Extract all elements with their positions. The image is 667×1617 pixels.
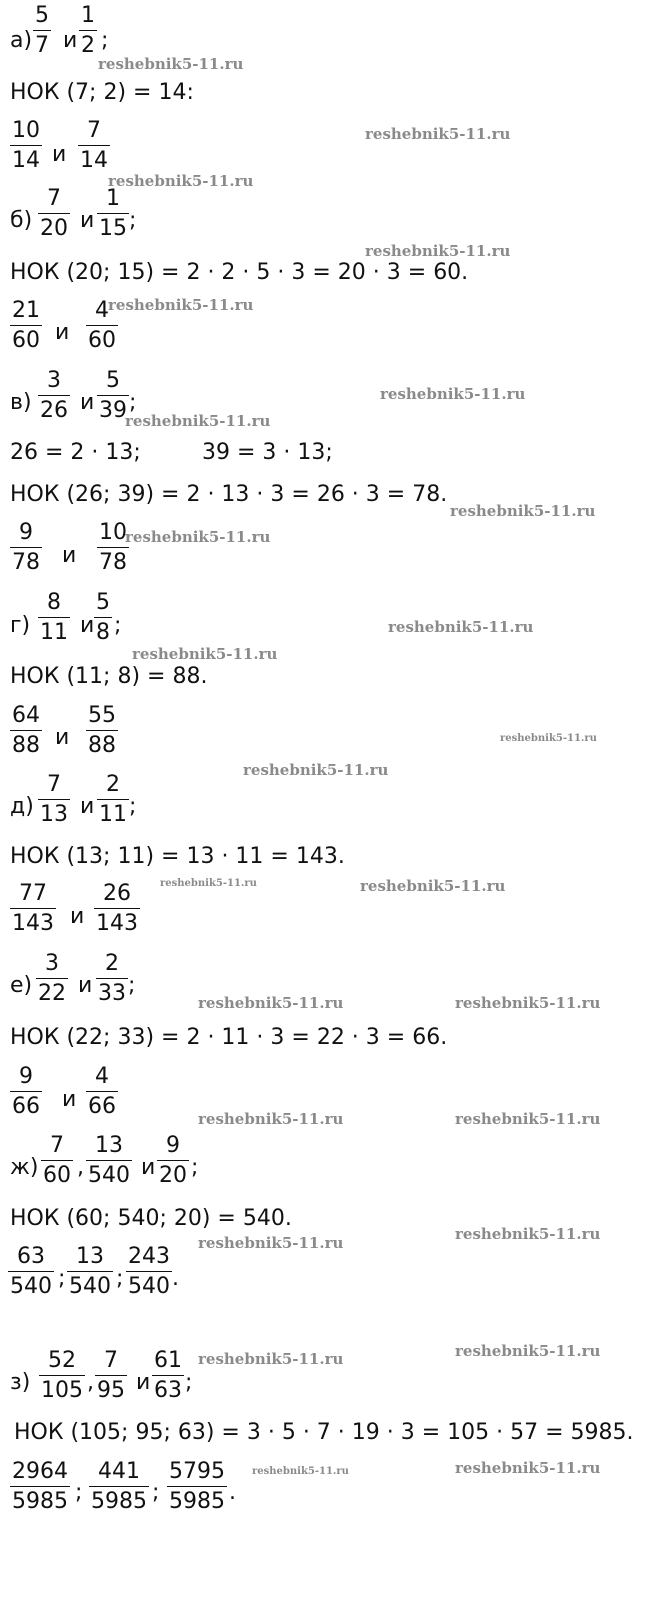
fraction: 13 540 bbox=[69, 1244, 111, 1299]
watermark: reshebnik5-11.ru bbox=[108, 296, 254, 314]
part-a-label: а) bbox=[10, 28, 33, 53]
fraction: 26 143 bbox=[96, 881, 138, 936]
fraction: 21 60 bbox=[12, 298, 40, 353]
separator: ; bbox=[116, 1266, 124, 1291]
fraction: 7 60 bbox=[43, 1133, 71, 1188]
fraction: 2964 5985 bbox=[12, 1459, 68, 1514]
watermark: reshebnik5-11.ru bbox=[455, 1110, 601, 1128]
fraction: 7 13 bbox=[40, 772, 68, 827]
semicolon: ; bbox=[129, 208, 137, 233]
part-zh-label: ж) bbox=[10, 1155, 39, 1180]
fraction: 55 88 bbox=[88, 703, 116, 758]
part-g-label: г) bbox=[10, 613, 31, 638]
semicolon: ; bbox=[191, 1155, 199, 1180]
nok-line: НОК (105; 95; 63) = 3 · 5 · 7 · 19 · 3 = 105 · 57 = 5985. bbox=[14, 1420, 634, 1445]
fraction: 9 20 bbox=[159, 1133, 187, 1188]
conjunction: и bbox=[80, 390, 95, 415]
conjunction: и bbox=[80, 613, 95, 638]
fraction: 3 22 bbox=[38, 951, 66, 1006]
part-v-label: в) bbox=[10, 390, 32, 415]
conjunction: и bbox=[70, 904, 85, 929]
watermark: reshebnik5-11.ru bbox=[108, 172, 254, 190]
part-z-label: з) bbox=[10, 1370, 31, 1395]
separator: ; bbox=[75, 1480, 83, 1505]
watermark: reshebnik5-11.ru bbox=[98, 55, 244, 73]
separator: ; bbox=[58, 1266, 66, 1291]
semicolon: ; bbox=[114, 613, 122, 638]
fraction: 4 60 bbox=[88, 298, 116, 353]
conjunction: и bbox=[63, 28, 78, 53]
conjunction: и bbox=[78, 973, 93, 998]
part-b-label: б) bbox=[10, 208, 33, 233]
conjunction: и bbox=[55, 320, 70, 345]
fraction: 77 143 bbox=[12, 881, 54, 936]
watermark: reshebnik5-11.ru bbox=[252, 1466, 349, 1477]
watermark: reshebnik5-11.ru bbox=[388, 618, 534, 636]
comma: , bbox=[87, 1370, 94, 1395]
comma: , bbox=[77, 1155, 84, 1180]
conjunction: и bbox=[52, 142, 67, 167]
watermark: reshebnik5-11.ru bbox=[198, 1110, 344, 1128]
factor-line: 26 = 2 · 13; bbox=[10, 440, 141, 465]
nok-line: НОК (20; 15) = 2 · 2 · 5 · 3 = 20 · 3 = 60. bbox=[10, 260, 469, 285]
fraction: 5 39 bbox=[99, 368, 127, 423]
semicolon: ; bbox=[128, 973, 136, 998]
fraction: 10 78 bbox=[99, 520, 127, 575]
fraction: 7 14 bbox=[80, 118, 108, 173]
fraction: 7 95 bbox=[97, 1348, 125, 1403]
watermark: reshebnik5-11.ru bbox=[198, 1234, 344, 1252]
fraction: 2 11 bbox=[99, 772, 127, 827]
fraction: 8 11 bbox=[40, 590, 68, 645]
semicolon: ; bbox=[129, 794, 137, 819]
nok-line: НОК (13; 11) = 13 · 11 = 143. bbox=[10, 844, 345, 869]
fraction: 5 7 bbox=[35, 3, 49, 58]
nok-line: НОК (26; 39) = 2 · 13 · 3 = 26 · 3 = 78. bbox=[10, 482, 448, 507]
conjunction: и bbox=[55, 725, 70, 750]
conjunction: и bbox=[80, 794, 95, 819]
fraction: 9 78 bbox=[12, 520, 40, 575]
fraction: 243 540 bbox=[128, 1244, 170, 1299]
watermark: reshebnik5-11.ru bbox=[132, 645, 278, 663]
watermark: reshebnik5-11.ru bbox=[198, 1350, 344, 1368]
watermark: reshebnik5-11.ru bbox=[365, 242, 511, 260]
period: . bbox=[229, 1480, 236, 1505]
watermark: reshebnik5-11.ru bbox=[125, 412, 271, 430]
fraction: 10 14 bbox=[12, 118, 40, 173]
fraction: 441 5985 bbox=[91, 1459, 147, 1514]
conjunction: и bbox=[141, 1155, 156, 1180]
watermark: reshebnik5-11.ru bbox=[455, 1225, 601, 1243]
watermark: reshebnik5-11.ru bbox=[125, 528, 271, 546]
nok-line: НОК (60; 540; 20) = 540. bbox=[10, 1206, 292, 1231]
watermark: reshebnik5-11.ru bbox=[450, 502, 596, 520]
fraction: 61 63 bbox=[154, 1348, 182, 1403]
period: . bbox=[172, 1266, 179, 1291]
watermark: reshebnik5-11.ru bbox=[500, 733, 597, 744]
conjunction: и bbox=[80, 208, 95, 233]
fraction: 63 540 bbox=[10, 1244, 52, 1299]
fraction: 3 26 bbox=[40, 368, 68, 423]
watermark: reshebnik5-11.ru bbox=[243, 761, 389, 779]
fraction: 2 33 bbox=[98, 951, 126, 1006]
nok-line: НОК (7; 2) = 14: bbox=[10, 80, 194, 105]
fraction: 1 2 bbox=[81, 3, 95, 58]
fraction: 7 20 bbox=[40, 186, 68, 241]
fraction: 5795 5985 bbox=[169, 1459, 225, 1514]
part-e-label: е) bbox=[10, 973, 33, 998]
semicolon: ; bbox=[101, 28, 109, 53]
fraction: 52 105 bbox=[41, 1348, 83, 1403]
watermark: reshebnik5-11.ru bbox=[160, 878, 257, 889]
part-d-label: д) bbox=[10, 794, 34, 819]
conjunction: и bbox=[62, 1087, 77, 1112]
fraction: 9 66 bbox=[12, 1064, 40, 1119]
watermark: reshebnik5-11.ru bbox=[455, 994, 601, 1012]
watermark: reshebnik5-11.ru bbox=[365, 125, 511, 143]
conjunction: и bbox=[62, 543, 77, 568]
fraction: 5 8 bbox=[96, 590, 110, 645]
watermark: reshebnik5-11.ru bbox=[455, 1342, 601, 1360]
fraction: 64 88 bbox=[12, 703, 40, 758]
fraction: 13 540 bbox=[88, 1133, 130, 1188]
semicolon: ; bbox=[185, 1370, 193, 1395]
conjunction: и bbox=[136, 1370, 151, 1395]
semicolon: ; bbox=[129, 390, 137, 415]
watermark: reshebnik5-11.ru bbox=[455, 1459, 601, 1477]
factor-line: 39 = 3 · 13; bbox=[202, 440, 333, 465]
separator: ; bbox=[152, 1480, 160, 1505]
nok-line: НОК (11; 8) = 88. bbox=[10, 664, 208, 689]
nok-line: НОК (22; 33) = 2 · 11 · 3 = 22 · 3 = 66. bbox=[10, 1025, 448, 1050]
watermark: reshebnik5-11.ru bbox=[360, 877, 506, 895]
fraction: 1 15 bbox=[99, 186, 127, 241]
fraction: 4 66 bbox=[88, 1064, 116, 1119]
watermark: reshebnik5-11.ru bbox=[198, 994, 344, 1012]
watermark: reshebnik5-11.ru bbox=[380, 385, 526, 403]
